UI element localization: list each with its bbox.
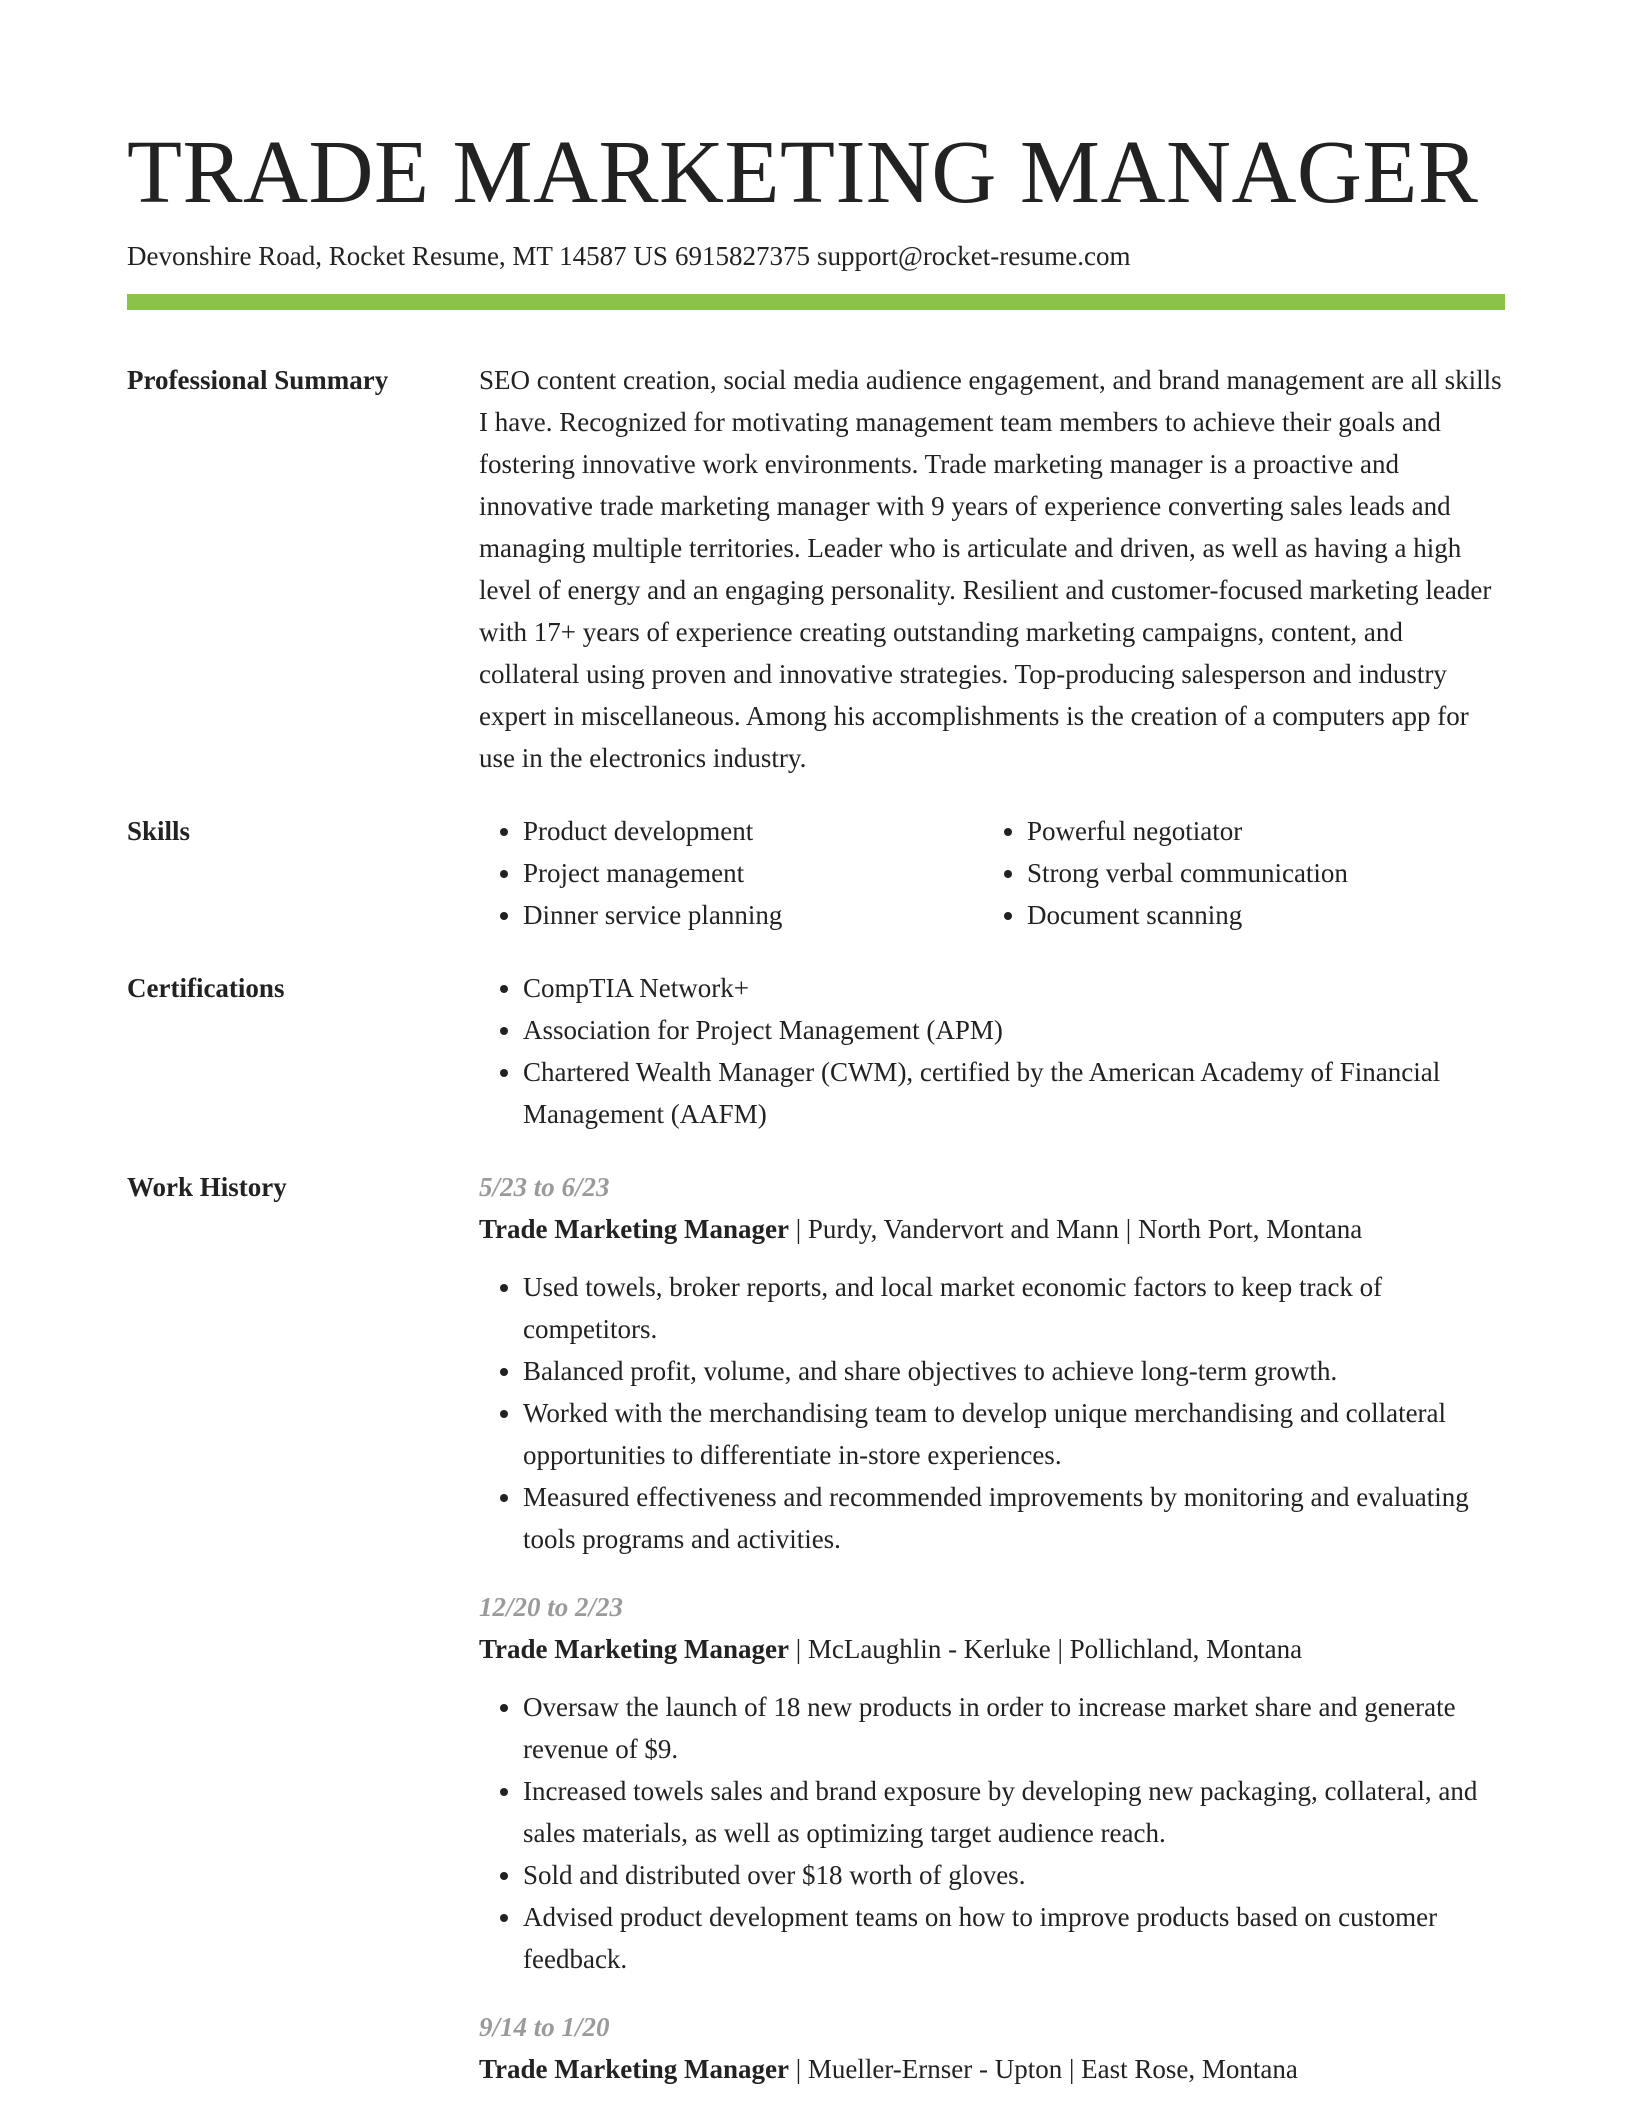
- job-entry: [479, 1586, 1505, 1980]
- certification-item: • Association for Project Management (APM): [523, 1009, 1505, 1051]
- job-bullet: • Advised product development teams on how to improve products based on customer feedback.: [523, 1896, 1505, 1980]
- contact-line: [127, 238, 1505, 274]
- candidate-title: TRADE MARKETING MANAGER: [127, 123, 1479, 222]
- skills-body: [479, 810, 1587, 936]
- section-title-skills: Skills: [127, 816, 191, 846]
- job-bullets: [479, 1266, 1505, 1560]
- job-dates: 12/20 to 2/23: [479, 1592, 624, 1622]
- skill-item: • Dinner service planning: [523, 894, 983, 936]
- skill-item: • Product development: [523, 810, 983, 852]
- section-title-summary: Professional Summary: [127, 365, 389, 395]
- job-company-location: | McLaughlin - Kerluke | Pollichland, Montana: [788, 1634, 1303, 1664]
- job-bullets: [479, 1686, 1505, 1980]
- summary-section: [127, 359, 1505, 779]
- certifications-body: [479, 967, 1505, 1135]
- job-heading: [479, 1208, 1505, 1250]
- job-bullet: • Balanced profit, volume, and share objectives to achieve long-term growth.: [523, 1350, 1505, 1392]
- job-company-location: | Mueller-Ernser - Upton | East Rose, Montana: [788, 2054, 1298, 2084]
- skill-item: • Document scanning: [1027, 894, 1587, 936]
- work-history-section: [127, 1166, 1505, 2106]
- job-heading: [479, 1628, 1505, 1670]
- header-divider: [127, 294, 1505, 310]
- certification-item: • CompTIA Network+: [523, 967, 1505, 1009]
- work-history-body: [479, 1166, 1505, 2106]
- skills-list-right: [983, 810, 1587, 936]
- job-title: Trade Marketing Manager: [479, 1214, 789, 1244]
- resume: [127, 118, 1505, 2106]
- job-entry: [479, 2006, 1505, 2090]
- skill-item: • Powerful negotiator: [1027, 810, 1587, 852]
- section-title-certifications: Certifications: [127, 973, 285, 1003]
- job-bullet: • Measured effectiveness and recommended improvements by monitoring and evaluating tools programs and activities.: [523, 1476, 1505, 1560]
- job-bullet: • Worked with the merchandising team to develop unique merchandising and collateral opportunities to differentiate in-store experiences.: [523, 1392, 1505, 1476]
- skill-item: • Strong verbal communication: [1027, 852, 1587, 894]
- job-bullet: • Sold and distributed over $18 worth of gloves.: [523, 1854, 1505, 1896]
- email: support@rocket-resume.com: [816, 241, 1131, 271]
- job-dates: 5/23 to 6/23: [479, 1172, 610, 1202]
- summary-text: SEO content creation, social media audience engagement, and brand management are all skills I have. Recognized for motivating management team members to achieve their goals and fostering innovative work environments. Trade marketing manager is a proactive and innovative trade marketing manager with 9 years of experience converting sales leads and managing multiple territories. Leader who is articulate and driven, as well as having a high level of energy and an engaging personality. Resilient and customer-focused marketing leader with 17+ years of experience creating outstanding marketing campaigns, content, and collateral using proven and innovative strategies. Top-producing salesperson and industry expert in miscellaneous. Among his accomplishments is the creation of a computers app for use in the electronics industry.: [479, 365, 1502, 773]
- job-bullet: • Oversaw the launch of 18 new products in order to increase market share and generate revenue of $9.: [523, 1686, 1505, 1770]
- skills-list-left: [479, 810, 983, 936]
- phone: 6915827375: [674, 241, 810, 271]
- skill-item: • Project management: [523, 852, 983, 894]
- certifications-list: [479, 967, 1505, 1135]
- section-title-work-history: Work History: [127, 1172, 287, 1202]
- job-company-location: | Purdy, Vandervort and Mann | North Port, Montana: [788, 1214, 1363, 1244]
- job-entry: [479, 1166, 1505, 1560]
- address: Devonshire Road, Rocket Resume, MT 14587 US: [127, 241, 668, 271]
- job-title: Trade Marketing Manager: [479, 2054, 789, 2084]
- summary-body: [479, 359, 1505, 779]
- job-title: Trade Marketing Manager: [479, 1634, 789, 1664]
- job-dates: 9/14 to 1/20: [479, 2012, 610, 2042]
- job-heading: [479, 2048, 1505, 2090]
- certifications-section: [127, 967, 1505, 1135]
- skills-section: [127, 810, 1505, 936]
- job-bullet: • Increased towels sales and brand exposure by developing new packaging, collateral, and sales materials, as well as optimizing target audience reach.: [523, 1770, 1505, 1854]
- job-bullet: • Used towels, broker reports, and local market economic factors to keep track of competitors.: [523, 1266, 1505, 1350]
- certification-item: • Chartered Wealth Manager (CWM), certified by the American Academy of Financial Management (AAFM): [523, 1051, 1505, 1135]
